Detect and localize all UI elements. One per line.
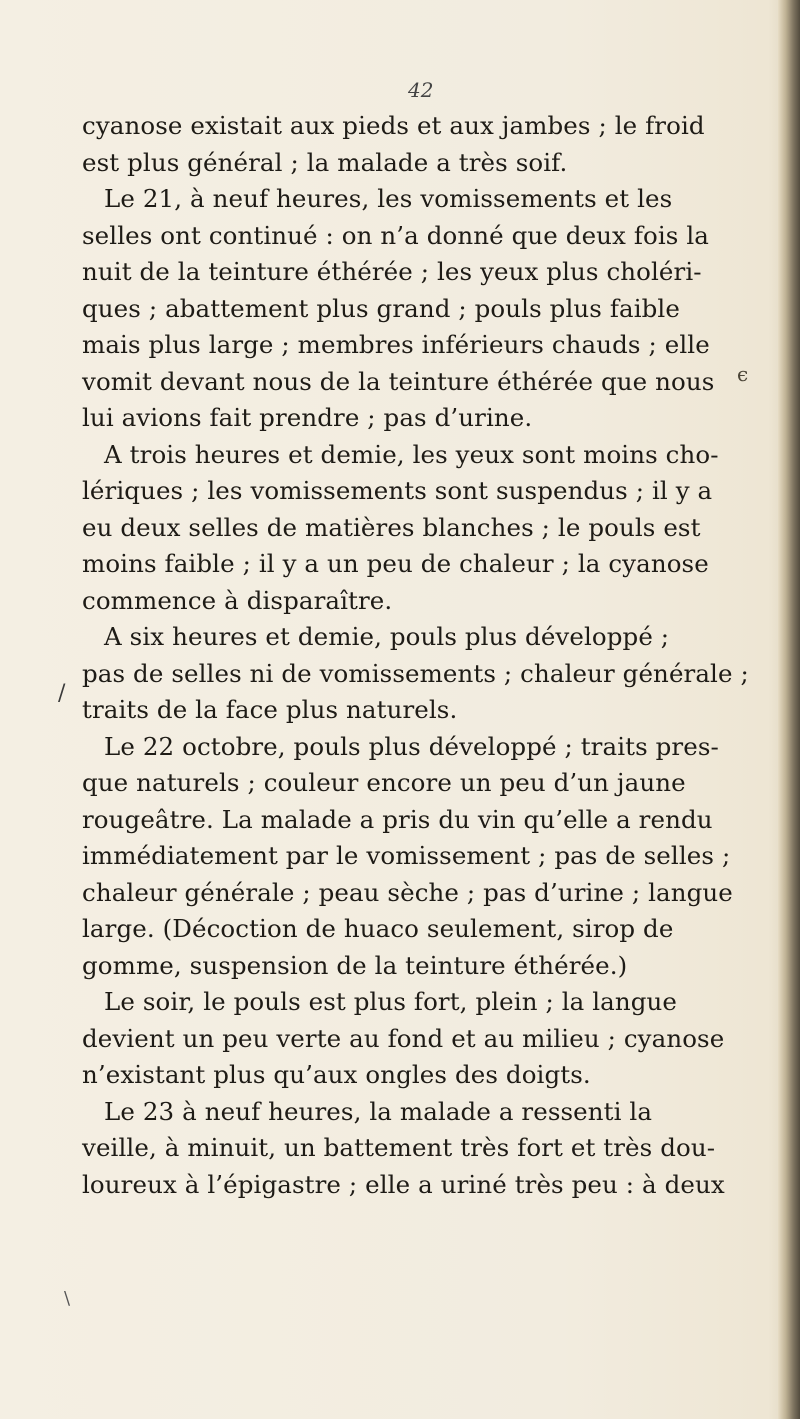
body-text [82, 108, 772, 1203]
text-line: n’existant plus qu’aux ongles des doigts. [82, 1060, 591, 1089]
text-line: Le soir, le pouls est plus fort, plein ; la langue [104, 987, 678, 1016]
text-line: lériques ; les vomissements sont suspendus ; il y a [82, 476, 713, 505]
text-line: lui avions fait prendre ; pas d’urine. [82, 403, 533, 432]
text-line: chaleur générale ; peau sèche ; pas d’urine ; langue [82, 877, 733, 907]
text-line: rougeâtre. La malade a pris du vin qu’elle a rendu [82, 804, 713, 834]
text-line: eu deux selles de matières blanches ; le pouls est [82, 512, 701, 542]
text-line: que naturels ; couleur encore un peu d’un jaune [82, 768, 686, 797]
margin-mark: \ [64, 1288, 71, 1309]
text-line: large. (Décoction de huaco seulement, sirop de [82, 914, 674, 943]
text-line: moins faible ; il y a un peu de chaleur ; la cyanose [82, 549, 709, 578]
text-line: A trois heures et demie, les yeux sont moins cho- [104, 439, 719, 469]
text-line: cyanose existait aux pieds et aux jambes ; le froid [82, 111, 705, 140]
text-line: Le 21, à neuf heures, les vomissements et les [104, 184, 673, 213]
text-line: vomit devant nous de la teinture éthérée que nous [82, 366, 715, 396]
ink-blot: ϵ [737, 362, 749, 386]
text-line: Le 23 à neuf heures, la malade a ressenti la [104, 1096, 653, 1126]
text-line: pas de selles ni de vomissements ; chaleur générale ; [82, 658, 749, 688]
text-line: mais plus large ; membres inférieurs chauds ; elle [82, 330, 710, 359]
text-line: gomme, suspension de la teinture éthérée.) [82, 950, 628, 980]
text-line: devient un peu verte au fond et au milieu ; cyanose [82, 1023, 725, 1053]
text-line: commence à disparaître. [82, 585, 393, 615]
margin-mark: / [58, 681, 66, 706]
page-number: 42 [408, 78, 434, 102]
text-line: Le 22 octobre, pouls plus développé ; traits pres- [104, 731, 719, 761]
text-line: loureux à l’épigastre ; elle a uriné très peu : à deux [82, 1169, 725, 1199]
page-edge [778, 0, 800, 1419]
text-line: est plus général ; la malade a très soif. [82, 147, 568, 177]
text-line: ques ; abattement plus grand ; pouls plus faible [82, 293, 680, 323]
text-line: immédiatement par le vomissement ; pas de selles ; [82, 841, 731, 870]
text-line: A six heures et demie, pouls plus développé ; [104, 622, 670, 651]
text-line: veille, à minuit, un battement très fort et très dou- [82, 1133, 716, 1162]
text-line: nuit de la teinture éthérée ; les yeux plus choléri- [82, 257, 702, 286]
text-line: traits de la face plus naturels. [82, 695, 458, 724]
text-line: selles ont continué : on n’a donné que deux fois la [82, 220, 710, 250]
